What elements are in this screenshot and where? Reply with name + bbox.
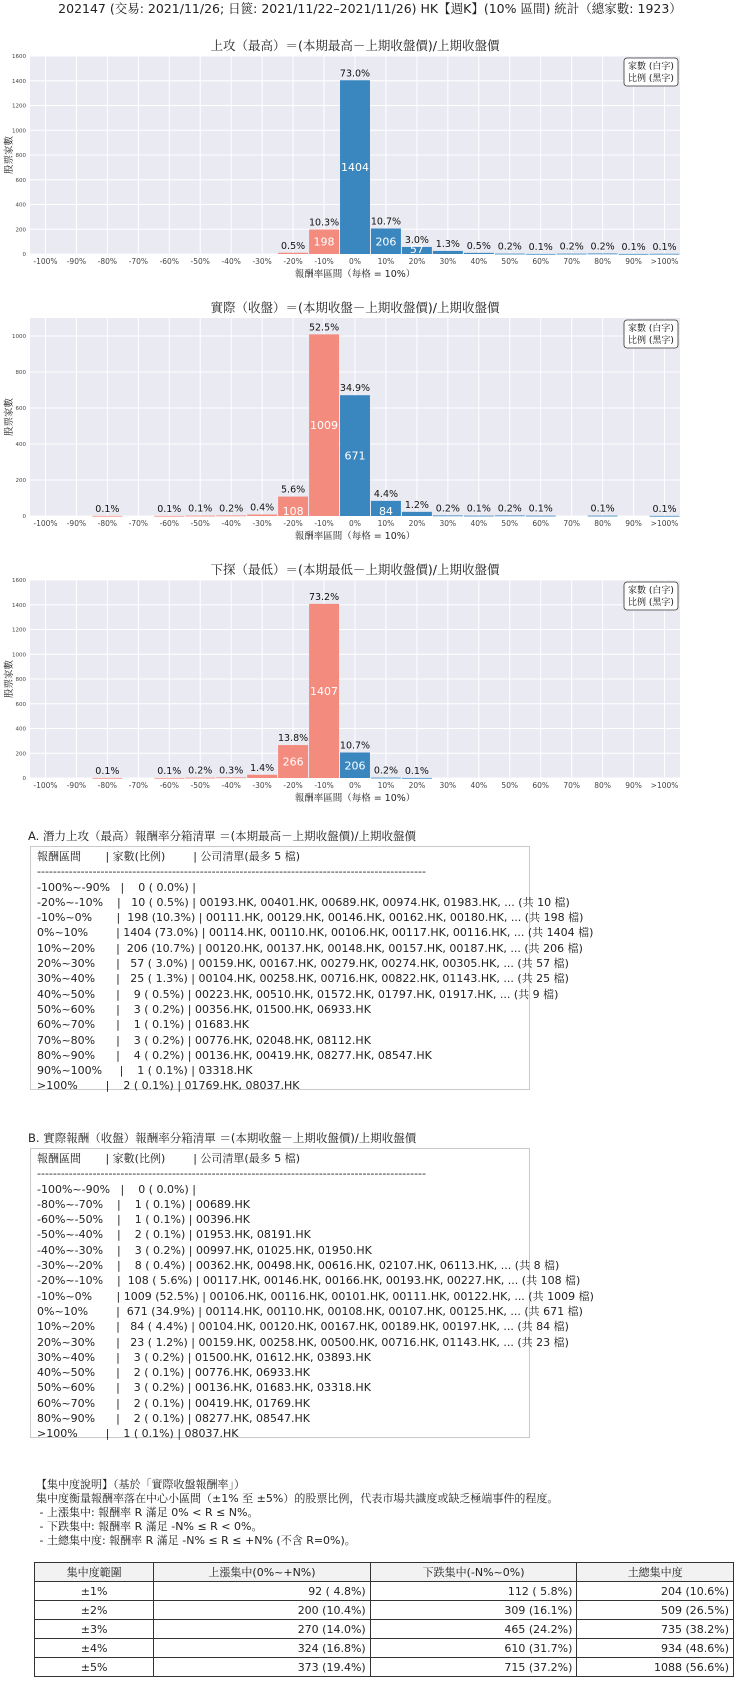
bar-pct-label: 10.3% xyxy=(308,217,340,229)
y-tick-label: 1000 xyxy=(12,334,26,340)
table-header-cell: 集中度範圍 xyxy=(35,1563,154,1582)
bar-pct-label: 0.3% xyxy=(219,765,244,777)
table-cell: 373 (19.4%) xyxy=(154,1658,370,1677)
bar xyxy=(495,254,525,255)
y-axis-label: 股票家數 xyxy=(4,659,15,699)
x-tick-label: -20% xyxy=(283,257,303,266)
table-cell: 1088 (56.6%) xyxy=(577,1658,734,1677)
list-line: -------------------------------------------------------------------------------------------------- xyxy=(37,1167,426,1181)
bar-pct-label: 0.2% xyxy=(497,503,522,515)
bar xyxy=(247,515,277,516)
x-tick-label: -40% xyxy=(221,781,241,790)
bar xyxy=(154,516,184,517)
bar-pct-label: 10.7% xyxy=(370,216,402,228)
bar-count-label: 1404 xyxy=(341,161,369,175)
bar-pct-label: 3.0% xyxy=(404,234,429,246)
chart-title: 下探（最低）＝(本期最低－上期收盤價)/上期收盤價 xyxy=(210,562,500,577)
list-line: -10%~0% | 1009 (52.5%) | 00106.HK, 00116.HK, 00101.HK, 00111.HK, 00122.HK, ... (共 1009 檔) xyxy=(37,1289,594,1303)
table-cell: ±2% xyxy=(35,1601,154,1620)
chart-title: 上攻（最高）＝(本期最高－上期收盤價)/上期收盤價 xyxy=(210,38,500,53)
x-tick-label: 40% xyxy=(470,257,488,266)
bar-pct-label: 73.0% xyxy=(339,68,371,80)
chart-close xyxy=(0,298,740,560)
x-tick-label: 60% xyxy=(532,781,550,790)
bar-pct-label: 0.2% xyxy=(373,765,399,777)
bar-pct-label: 0.2% xyxy=(497,241,522,253)
bar-pct-label: 73.2% xyxy=(308,591,340,603)
legend-entry: 比例 (黑字) xyxy=(628,74,674,84)
x-tick-label: 20% xyxy=(408,519,426,528)
x-tick-label: 70% xyxy=(563,257,581,266)
bar-pct-label: 13.8% xyxy=(278,733,309,745)
y-tick-label: 400 xyxy=(15,726,26,733)
x-tick-label: -30% xyxy=(252,781,272,790)
bar xyxy=(247,775,277,778)
table-cell: 465 (24.2%) xyxy=(370,1620,577,1639)
x-tick-label: 30% xyxy=(439,519,457,528)
x-tick-label: >100% xyxy=(650,519,679,528)
y-tick-label: 1200 xyxy=(12,103,26,110)
x-tick-label: 90% xyxy=(625,257,642,266)
x-tick-label: 10% xyxy=(377,519,395,528)
bar-pct-label: 0.2% xyxy=(559,241,584,253)
bar-pct-label: 4.4% xyxy=(373,488,399,500)
x-tick-label: -70% xyxy=(128,257,149,266)
y-tick-label: 800 xyxy=(15,153,26,159)
bar xyxy=(464,516,494,517)
y-tick-label: 600 xyxy=(15,177,26,184)
x-tick-label: 50% xyxy=(501,519,519,528)
x-tick-label: 90% xyxy=(625,519,642,528)
table-cell: 92 ( 4.8%) xyxy=(154,1582,370,1601)
legend-entry: 比例 (黑字) xyxy=(628,598,674,608)
x-tick-label: -70% xyxy=(128,519,149,528)
x-tick-label: 0% xyxy=(349,519,361,528)
bar-pct-label: 1.3% xyxy=(435,238,460,250)
x-tick-label: 10% xyxy=(377,257,395,266)
x-tick-label: 20% xyxy=(408,257,426,266)
bar xyxy=(464,253,494,254)
x-tick-label: -60% xyxy=(159,781,179,790)
y-tick-label: 1200 xyxy=(12,627,26,634)
bar-pct-label: 1.2% xyxy=(404,499,429,511)
chart-lower xyxy=(0,560,740,822)
y-tick-label: 400 xyxy=(15,442,26,448)
list-line: 0%~10% | 671 (34.9%) | 00114.HK, 00110.HK, 00108.HK, 00107.HK, 00125.HK, ... (共 671 檔) xyxy=(37,1304,583,1318)
x-tick-label: -50% xyxy=(190,519,210,528)
x-tick-label: 20% xyxy=(408,781,426,790)
bar-pct-label: 0.5% xyxy=(281,240,306,252)
chart-close-svg xyxy=(0,298,740,560)
list-line: 30%~40% | 25 ( 1.3%) | 00104.HK, 00258.HK, 00716.HK, 00822.HK, 01143.HK, ... (共 25 檔) xyxy=(37,972,569,986)
table-header-cell: 土總集中度 xyxy=(577,1563,734,1582)
list-line: 報酬區間 | 家數(比例) | 公司清單(最多 5 檔) xyxy=(37,1152,301,1165)
table-cell: 270 (14.0%) xyxy=(154,1620,370,1639)
table-header-cell: 上漲集中(0%~+N%) xyxy=(154,1563,370,1582)
bar-pct-label: 52.5% xyxy=(308,322,340,334)
bar-count-label: 108 xyxy=(282,505,304,518)
list-line: 20%~30% | 57 ( 3.0%) | 00159.HK, 00167.HK, 00279.HK, 00274.HK, 00305.HK, ... (共 57 檔) xyxy=(37,957,569,971)
x-tick-label: 50% xyxy=(501,781,519,790)
y-tick-label: 200 xyxy=(15,478,26,484)
list-line: -20%~-10% | 10 ( 0.5%) | 00193.HK, 00401.HK, 00689.HK, 00974.HK, 01983.HK, ... (共 10 檔) xyxy=(37,895,570,909)
table-cell: 200 (10.4%) xyxy=(154,1601,370,1620)
concentration-notes xyxy=(36,1478,558,1548)
page-title: 202147 (交易: 2021/11/26; 日篋: 2021/11/22–2021/11/26) HK【週K】(10% 區間) 統計（總家數: 1923） xyxy=(58,1,682,16)
x-tick-label: -100% xyxy=(33,781,58,790)
list-line: -50%~-40% | 2 ( 0.1%) | 01953.HK, 08191.HK xyxy=(37,1228,311,1242)
list-line: -80%~-70% | 1 ( 0.1%) | 00689.HK xyxy=(37,1197,250,1211)
bar xyxy=(650,254,680,255)
x-tick-label: -30% xyxy=(252,257,272,266)
bar xyxy=(402,778,432,779)
bar-pct-label: 34.9% xyxy=(339,383,371,395)
legend-entry: 家數 (白字) xyxy=(628,586,674,596)
bar xyxy=(588,254,618,255)
bar-pct-label: 0.1% xyxy=(95,503,120,515)
table-cell: 610 (31.7%) xyxy=(370,1639,577,1658)
bar xyxy=(278,253,308,254)
bar-count-label: 266 xyxy=(282,755,304,769)
table-row xyxy=(35,1639,734,1658)
x-tick-label: -100% xyxy=(33,257,58,266)
bar-count-label: 198 xyxy=(313,235,335,249)
bar-pct-label: 0.1% xyxy=(157,503,182,515)
list-line: 0%~10% | 1404 (73.0%) | 00114.HK, 00110.HK, 00106.HK, 00117.HK, 00116.HK, ... (共 1404 檔) xyxy=(37,926,594,940)
bar xyxy=(526,254,556,255)
x-tick-label: >100% xyxy=(650,781,679,790)
list-line: >100% | 1 ( 0.1%) | 08037.HK xyxy=(37,1427,239,1441)
bar-pct-label: 0.1% xyxy=(528,503,553,515)
table-cell: 204 (10.6%) xyxy=(577,1582,734,1601)
list-line: 40%~50% | 9 ( 0.5%) | 00223.HK, 00510.HK, 01572.HK, 01797.HK, 01917.HK, ... (共 9 檔) xyxy=(37,987,559,1001)
y-tick-label: 1600 xyxy=(12,578,26,584)
x-tick-label: -60% xyxy=(159,519,179,528)
x-tick-label: -90% xyxy=(66,781,87,790)
x-tick-label: 40% xyxy=(470,781,488,790)
bar-count-label: 206 xyxy=(344,759,366,773)
bar-pct-label: 0.2% xyxy=(219,503,244,515)
table-cell: ±4% xyxy=(35,1639,154,1658)
table-cell: ±1% xyxy=(35,1582,154,1601)
note-line: - 下跌集中: 報酬率 R 滿足 -N% ≤ R < 0%。 xyxy=(36,1520,263,1533)
bar-pct-label: 0.1% xyxy=(590,503,615,515)
bar xyxy=(433,515,463,516)
x-tick-label: -20% xyxy=(283,519,303,528)
y-tick-label: 200 xyxy=(15,751,26,758)
list-line: -100%~-90% | 0 ( 0.0%) | xyxy=(37,1182,196,1196)
x-tick-label: -80% xyxy=(97,257,118,266)
bar-pct-label: 10.7% xyxy=(339,740,371,752)
y-tick-label: 1400 xyxy=(12,78,26,85)
bar xyxy=(526,516,556,517)
list-line: -100%~-90% | 0 ( 0.0%) | xyxy=(37,880,196,894)
x-tick-label: 0% xyxy=(349,257,361,266)
y-tick-label: 600 xyxy=(15,406,26,412)
list-line: >100% | 2 ( 0.1%) | 01769.HK, 08037.HK xyxy=(37,1079,300,1093)
x-tick-label: -70% xyxy=(128,781,149,790)
table-cell: ±5% xyxy=(35,1658,154,1677)
x-tick-label: 80% xyxy=(594,781,611,790)
bar xyxy=(185,778,215,779)
section-b-heading: B. 實際報酬（收盤）報酬率分箱清單 ＝(本期收盤－上期收盤價)/上期收盤價 xyxy=(28,1131,417,1145)
list-line: -30%~-20% | 8 ( 0.4%) | 00362.HK, 00498.HK, 00616.HK, 02107.HK, 06113.HK, ... (共 8 檔) xyxy=(37,1259,560,1273)
x-axis-label: 報酬率區間（每格 = 10%） xyxy=(294,269,416,280)
legend-entry: 比例 (黑字) xyxy=(628,336,674,346)
legend-entry: 家數 (白字) xyxy=(628,324,674,334)
x-tick-label: -100% xyxy=(33,519,58,528)
bar-count-label: 57 xyxy=(409,243,424,256)
bar xyxy=(495,515,525,516)
bar-pct-label: 0.1% xyxy=(95,765,120,777)
bar-count-label: 671 xyxy=(344,449,366,463)
table-header-row xyxy=(35,1563,734,1582)
bar-pct-label: 0.5% xyxy=(466,240,491,252)
section-a-heading: A. 潛力上攻（最高）報酬率分箱清單 ＝(本期最高－上期收盤價)/上期收盤價 xyxy=(28,829,416,843)
bar-pct-label: 0.2% xyxy=(435,503,460,515)
note-line: 集中度衡量報酬率落在中心小區間（±1% 至 ±5%）的股票比例，代表市場共識度或缺乏極端事件的程度。 xyxy=(36,1492,559,1505)
bar xyxy=(92,516,122,517)
x-tick-label: 30% xyxy=(439,257,457,266)
x-tick-label: -50% xyxy=(190,257,210,266)
y-tick-label: 400 xyxy=(15,202,26,209)
bar xyxy=(433,251,463,254)
x-tick-label: -60% xyxy=(159,257,179,266)
list-line: -40%~-30% | 3 ( 0.2%) | 00997.HK, 01025.HK, 01950.HK xyxy=(37,1243,372,1257)
y-tick-label: 0 xyxy=(22,776,26,782)
x-tick-label: 10% xyxy=(377,781,395,790)
x-tick-label: 80% xyxy=(594,519,611,528)
bar-pct-label: 0.1% xyxy=(528,241,553,253)
note-line: - 上漲集中: 報酬率 R 滿足 0% < R ≤ N%。 xyxy=(36,1506,259,1519)
x-tick-label: 30% xyxy=(439,781,457,790)
list-line: 60%~70% | 2 ( 0.1%) | 00419.HK, 01769.HK xyxy=(37,1396,310,1410)
table-cell: 112 ( 5.8%) xyxy=(370,1582,577,1601)
list-line: 10%~20% | 84 ( 4.4%) | 00104.HK, 00120.HK, 00167.HK, 00189.HK, 00197.HK, ... (共 84 檔) xyxy=(37,1320,569,1334)
y-tick-label: 1000 xyxy=(12,128,26,135)
x-tick-label: 70% xyxy=(563,781,581,790)
bar-pct-label: 0.1% xyxy=(652,241,677,253)
bar xyxy=(154,778,184,779)
table-cell: 509 (26.5%) xyxy=(577,1601,734,1620)
x-tick-label: 50% xyxy=(501,257,519,266)
x-tick-label: -80% xyxy=(97,519,118,528)
bar-pct-label: 0.1% xyxy=(404,765,429,777)
x-tick-label: -50% xyxy=(190,781,210,790)
list-line: -------------------------------------------------------------------------------------------------- xyxy=(37,865,426,879)
x-tick-label: -90% xyxy=(66,257,87,266)
table-cell: 309 (16.1%) xyxy=(370,1601,577,1620)
x-tick-label: 90% xyxy=(625,781,642,790)
x-tick-label: -30% xyxy=(252,519,272,528)
table-header-cell: 下跌集中(-N%~0%) xyxy=(370,1563,577,1582)
y-axis-label: 股票家數 xyxy=(4,397,15,437)
table-row xyxy=(35,1582,734,1601)
bar-count-label: 1009 xyxy=(310,419,339,433)
bar xyxy=(650,516,680,517)
y-tick-label: 0 xyxy=(22,514,26,520)
legend-entry: 家數 (白字) xyxy=(628,62,674,72)
list-line: -10%~0% | 198 (10.3%) | 00111.HK, 00129.HK, 00146.HK, 00162.HK, 00180.HK, ... (共 198 檔) xyxy=(37,911,584,925)
y-tick-label: 1600 xyxy=(12,54,26,60)
bar-pct-label: 5.6% xyxy=(281,484,306,496)
bar xyxy=(216,777,246,778)
list-line: 80%~90% | 2 ( 0.1%) | 08277.HK, 08547.HK xyxy=(37,1412,310,1426)
x-tick-label: -40% xyxy=(221,519,241,528)
x-tick-label: -20% xyxy=(283,781,303,790)
list-line: 50%~60% | 3 ( 0.2%) | 00356.HK, 01500.HK, 06933.HK xyxy=(37,1002,371,1016)
y-tick-label: 800 xyxy=(15,677,26,683)
x-tick-label: 80% xyxy=(594,257,611,266)
list-line: 10%~20% | 206 (10.7%) | 00120.HK, 00137.HK, 00148.HK, 00157.HK, 00187.HK, ... (共 206 檔) xyxy=(37,941,583,955)
bar xyxy=(92,778,122,779)
bar-count-label: 1407 xyxy=(310,684,339,698)
concentration-table xyxy=(34,1562,734,1677)
list-line: 30%~40% | 3 ( 0.2%) | 01500.HK, 01612.HK, 03893.HK xyxy=(37,1350,371,1364)
table-cell: 934 (48.6%) xyxy=(577,1639,734,1658)
x-tick-label: -90% xyxy=(66,519,87,528)
list-line: 90%~100% | 1 ( 0.1%) | 03318.HK xyxy=(37,1064,253,1078)
chart-title: 實際（收盤）＝(本期收盤－上期收盤價)/上期收盤價 xyxy=(210,300,500,315)
table-row xyxy=(35,1658,734,1677)
section-a-list xyxy=(30,846,594,1093)
bar-pct-label: 0.1% xyxy=(621,241,646,253)
bar-pct-label: 0.1% xyxy=(157,765,182,777)
chart-lower-svg xyxy=(0,560,740,822)
bar-pct-label: 0.2% xyxy=(188,765,213,777)
x-tick-label: -10% xyxy=(314,257,334,266)
bar xyxy=(402,512,432,516)
x-tick-label: 60% xyxy=(532,257,550,266)
x-tick-label: 40% xyxy=(470,519,488,528)
x-tick-label: -40% xyxy=(221,257,241,266)
y-tick-label: 0 xyxy=(22,252,26,258)
bar xyxy=(619,254,649,255)
y-tick-label: 200 xyxy=(15,227,26,234)
chart-upper-svg xyxy=(0,36,740,298)
bar xyxy=(216,515,246,516)
table-cell: 715 (37.2%) xyxy=(370,1658,577,1677)
chart-upper xyxy=(0,36,740,298)
bar xyxy=(588,516,618,517)
list-line: 40%~50% | 2 ( 0.1%) | 00776.HK, 06933.HK xyxy=(37,1366,310,1380)
y-axis-label: 股票家數 xyxy=(4,135,15,175)
table-cell: 324 (16.8%) xyxy=(154,1639,370,1658)
bar xyxy=(185,516,215,517)
x-tick-label: 70% xyxy=(563,519,581,528)
note-line: - 土總集中度: 報酬率 R 滿足 -N% ≤ R ≤ +N% (不含 R=0%)。 xyxy=(36,1534,356,1547)
table-cell: 735 (38.2%) xyxy=(577,1620,734,1639)
bar-pct-label: 0.2% xyxy=(590,241,615,253)
x-tick-label: >100% xyxy=(650,257,679,266)
y-tick-label: 1000 xyxy=(12,652,26,659)
table-row xyxy=(35,1601,734,1620)
table-cell: ±3% xyxy=(35,1620,154,1639)
x-tick-label: -10% xyxy=(314,781,334,790)
bar-pct-label: 0.1% xyxy=(188,503,213,515)
note-line: 【集中度說明】（基於「實際收盤報酬率」） xyxy=(36,1478,245,1491)
x-tick-label: -80% xyxy=(97,781,118,790)
y-tick-label: 600 xyxy=(15,701,26,708)
list-line: 50%~60% | 3 ( 0.2%) | 00136.HK, 01683.HK, 03318.HK xyxy=(37,1381,371,1395)
list-line: 20%~30% | 23 ( 1.2%) | 00159.HK, 00258.HK, 00500.HK, 00716.HK, 01143.HK, ... (共 23 檔) xyxy=(37,1335,569,1349)
list-line: 60%~70% | 1 ( 0.1%) | 01683.HK xyxy=(37,1018,249,1032)
y-tick-label: 800 xyxy=(15,370,26,376)
section-b-list xyxy=(30,1148,594,1441)
list-line: -60%~-50% | 1 ( 0.1%) | 00396.HK xyxy=(37,1213,250,1227)
x-tick-label: 0% xyxy=(349,781,361,790)
list-line: 報酬區間 | 家數(比例) | 公司清單(最多 5 檔) xyxy=(37,850,301,863)
bar-pct-label: 1.4% xyxy=(250,762,275,774)
bar-pct-label: 0.4% xyxy=(250,502,275,514)
bar xyxy=(557,254,587,255)
list-line: -20%~-10% | 108 ( 5.6%) | 00117.HK, 00146.HK, 00166.HK, 00193.HK, 00227.HK, ... (共 108 檔) xyxy=(37,1274,581,1288)
list-line: 80%~90% | 4 ( 0.2%) | 00136.HK, 00419.HK, 08277.HK, 08547.HK xyxy=(37,1048,432,1062)
x-axis-label: 報酬率區間（每格 = 10%） xyxy=(294,531,416,542)
bar-pct-label: 0.1% xyxy=(652,503,677,515)
bar-pct-label: 0.1% xyxy=(466,503,491,515)
bar-count-label: 206 xyxy=(375,235,397,249)
bar xyxy=(371,778,401,779)
bar-count-label: 84 xyxy=(378,505,393,518)
y-tick-label: 1400 xyxy=(12,602,26,609)
table-row xyxy=(35,1620,734,1639)
x-axis-label: 報酬率區間（每格 = 10%） xyxy=(294,793,416,804)
x-tick-label: 60% xyxy=(532,519,550,528)
x-tick-label: -10% xyxy=(314,519,334,528)
list-line: 70%~80% | 3 ( 0.2%) | 00776.HK, 02048.HK, 08112.HK xyxy=(37,1033,371,1047)
